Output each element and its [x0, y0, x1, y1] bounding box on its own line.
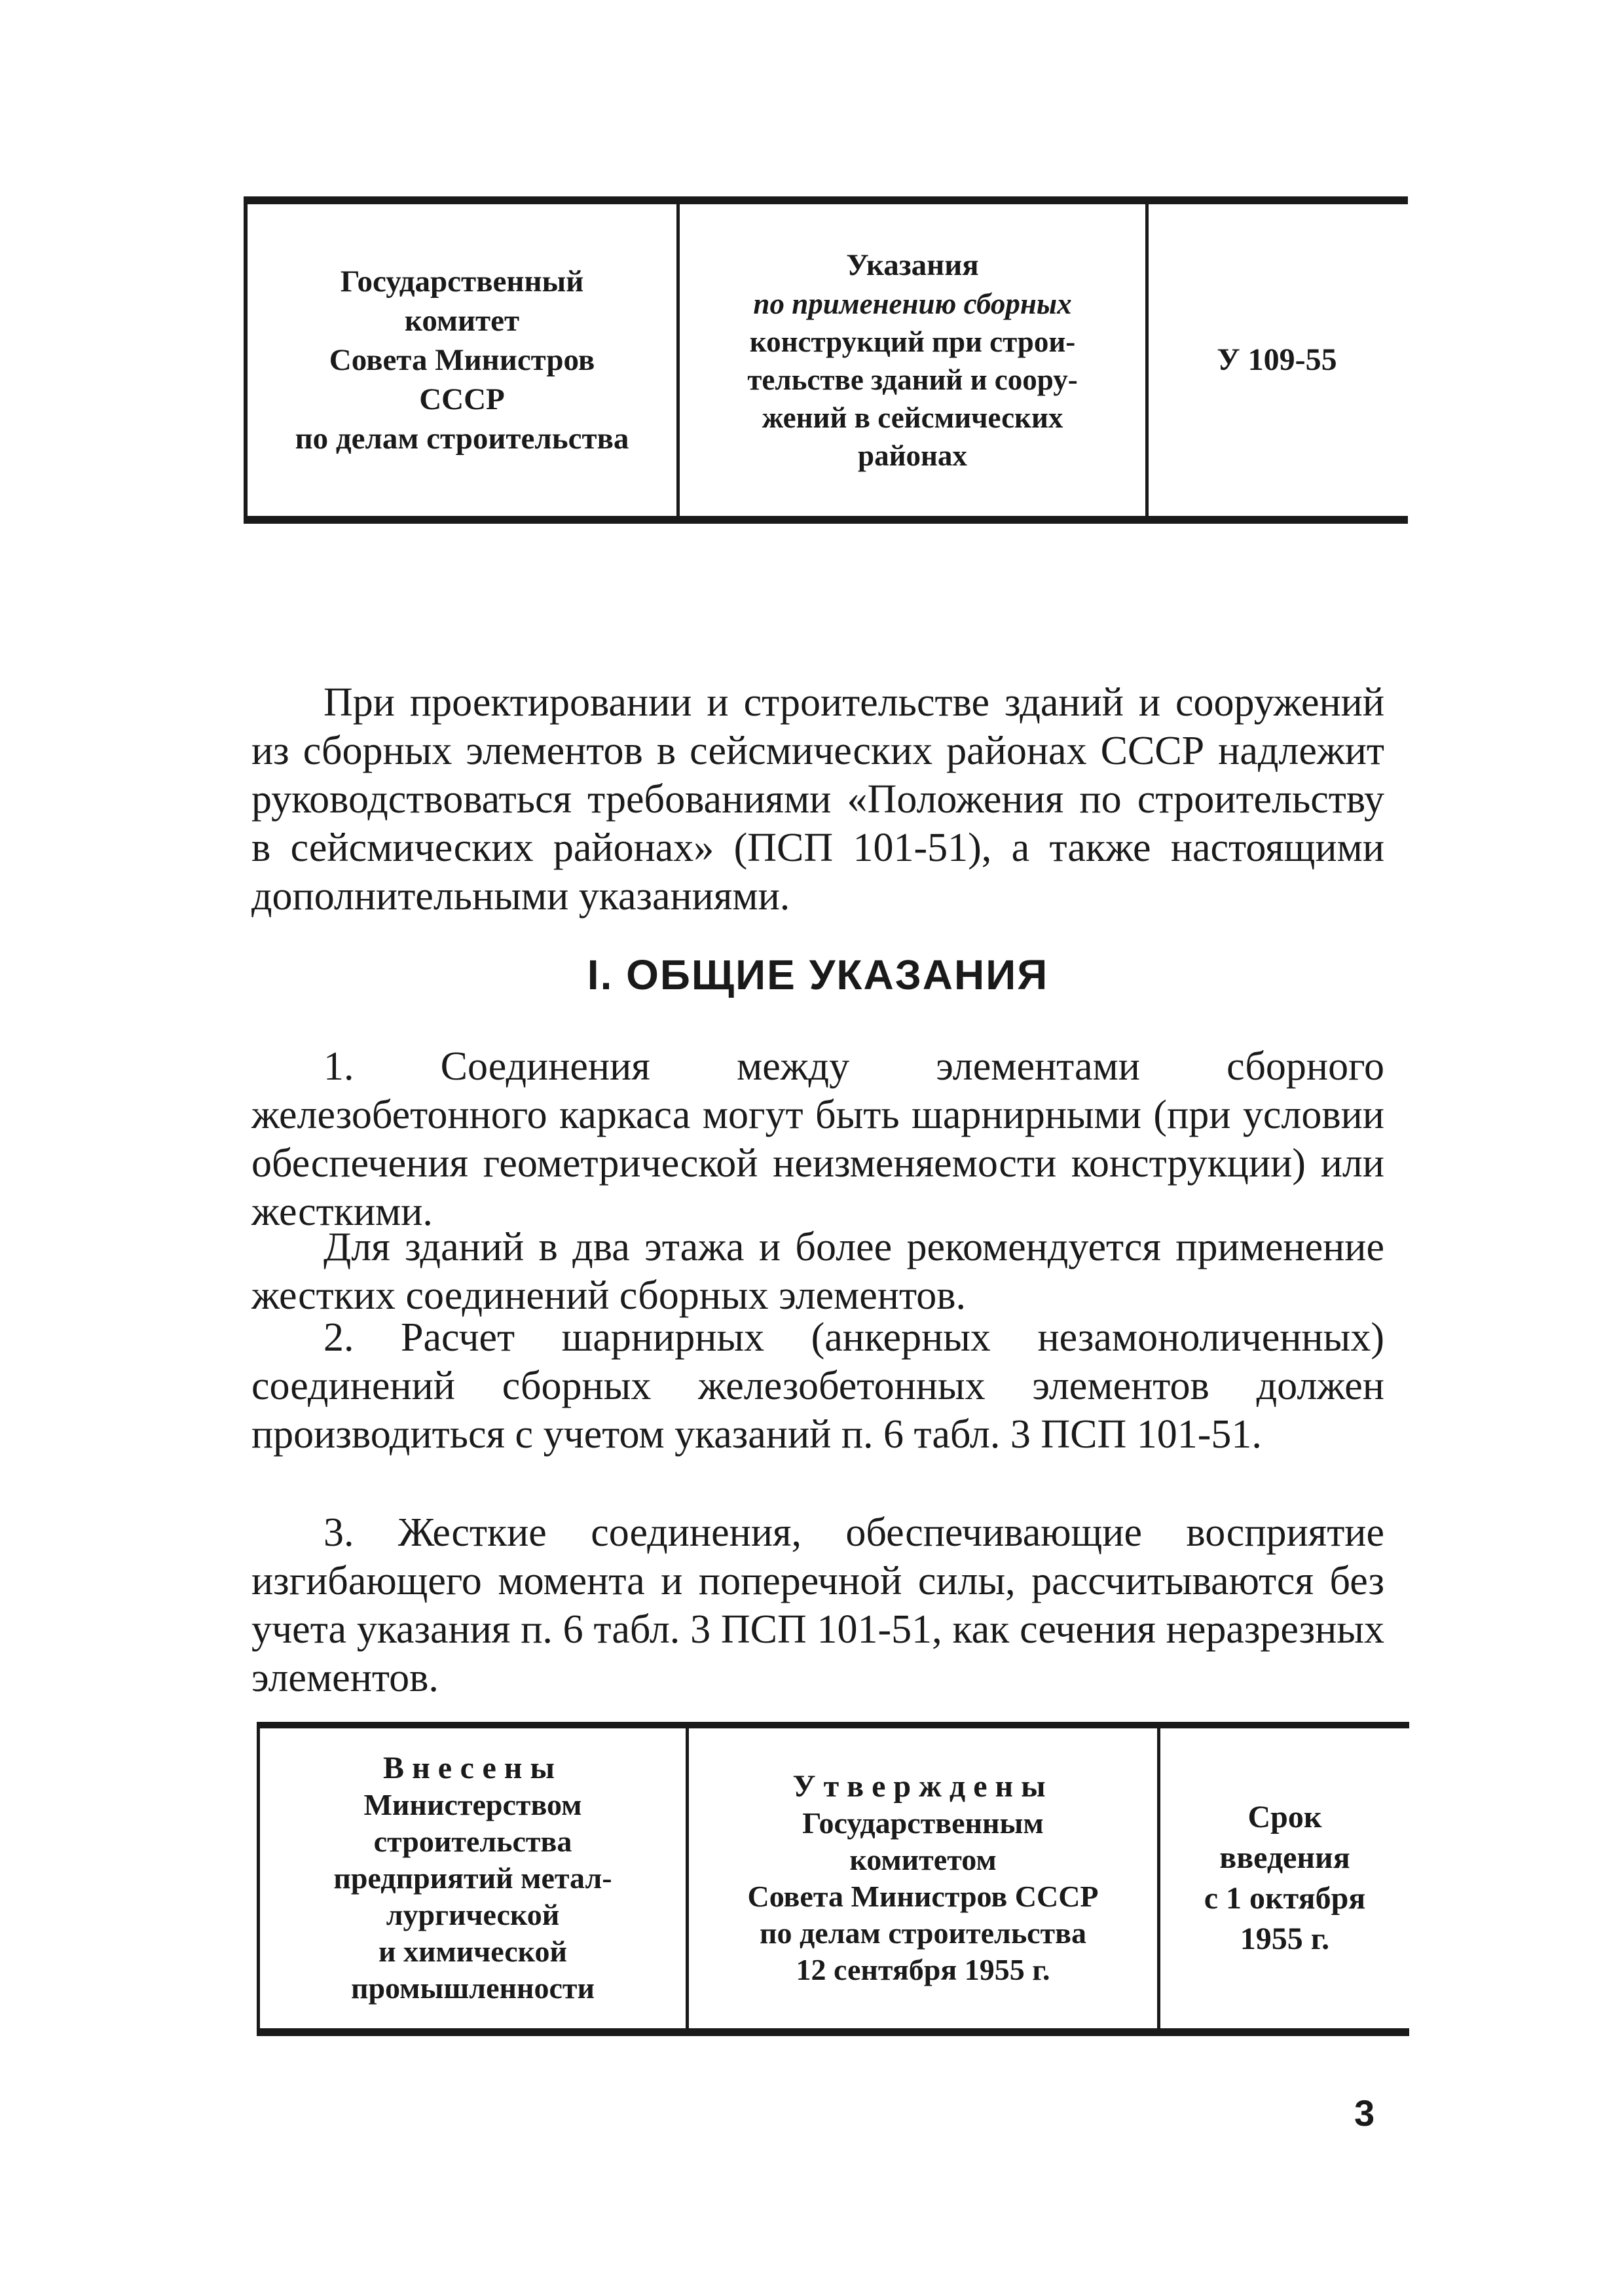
intro-paragraph: При проектировании и строительстве зданий и сооружений из сборных элементов в сейсмических районах СССР надлежит руководствоваться требованиями «Положения по строительству в сейсмических районах» (ПСП 101-51), а также настоящими дополнительными указаниями.	[251, 680, 1384, 919]
org-line: СССР	[419, 382, 505, 416]
section-title: I. ОБЩИЕ УКАЗАНИЯ	[587, 951, 1049, 998]
approved-by	[689, 1728, 1160, 2028]
document-code-text: У 109-55	[1217, 342, 1337, 377]
approved-line: 12 сентября 1955 г.	[796, 1953, 1050, 1986]
introduced-by	[260, 1728, 689, 2028]
date-line: 1955 г.	[1240, 1922, 1330, 1956]
approved-line: по делам строительства	[760, 1916, 1086, 1950]
effective-date	[1160, 1728, 1409, 2028]
introduced-line: предприятий метал-	[333, 1861, 612, 1895]
issuing-organization	[248, 204, 680, 516]
org-line: по делам строительства	[295, 422, 629, 456]
paragraph-1: 1. Соединения между элементами сборного железобетонного каркаса могут быть шарнирными (при условии обеспечения геометрической неизменяемости конструкции) или жесткими.	[251, 1044, 1384, 1234]
document-title	[680, 204, 1149, 516]
paragraph-1-note: Для зданий в два этажа и более рекомендуется применение жестких соединений сборных элементов.	[251, 1225, 1384, 1318]
approved-line: Совета Министров СССР	[747, 1880, 1099, 1913]
document-code	[1149, 204, 1405, 516]
approved-label: Утверждены	[792, 1769, 1054, 1804]
approved-line: Государственным	[802, 1806, 1044, 1840]
paragraph-2: 2. Расчет шарнирных (анкерных незамоноличенных) соединений сборных железобетонных элементов должен производиться с учетом указаний п. 6 табл. 3 ПСП 101-51.	[251, 1315, 1384, 1457]
page-number: 3	[1354, 2092, 1375, 2134]
date-line: Срок	[1247, 1800, 1322, 1834]
title-heading: Указания	[846, 248, 979, 282]
header-table	[244, 196, 1408, 524]
introduced-label: Внесены	[383, 1751, 563, 1785]
title-subheading: по применению сборных	[753, 287, 1072, 320]
date-line: введения	[1219, 1840, 1350, 1875]
org-line: Государственный	[340, 264, 584, 299]
paragraph-3: 3. Жесткие соединения, обеспечивающие восприятие изгибающего момента и поперечной силы, рассчитываются без учета указания п. 6 табл. 3 ПСП 101-51, как сечения неразрезных элементов.	[251, 1510, 1384, 1700]
introduced-line: промышленности	[350, 1971, 595, 2005]
title-line: тельстве зданий и соору-	[747, 363, 1078, 396]
introduced-line: Министерством	[363, 1788, 582, 1821]
title-line: районах	[858, 439, 967, 472]
introduced-line: и химической	[378, 1935, 568, 1968]
approved-line: комитетом	[849, 1843, 997, 1876]
org-line: комитет	[404, 304, 520, 338]
footer-table	[257, 1722, 1409, 2036]
introduced-line: строительства	[373, 1825, 572, 1858]
title-line: жений в сейсмических	[762, 401, 1063, 434]
title-line: конструкций при строи-	[749, 325, 1076, 358]
introduced-line: лургической	[386, 1898, 560, 1931]
date-line: с 1 октября	[1204, 1881, 1366, 1916]
org-line: Совета Министров	[329, 343, 595, 377]
